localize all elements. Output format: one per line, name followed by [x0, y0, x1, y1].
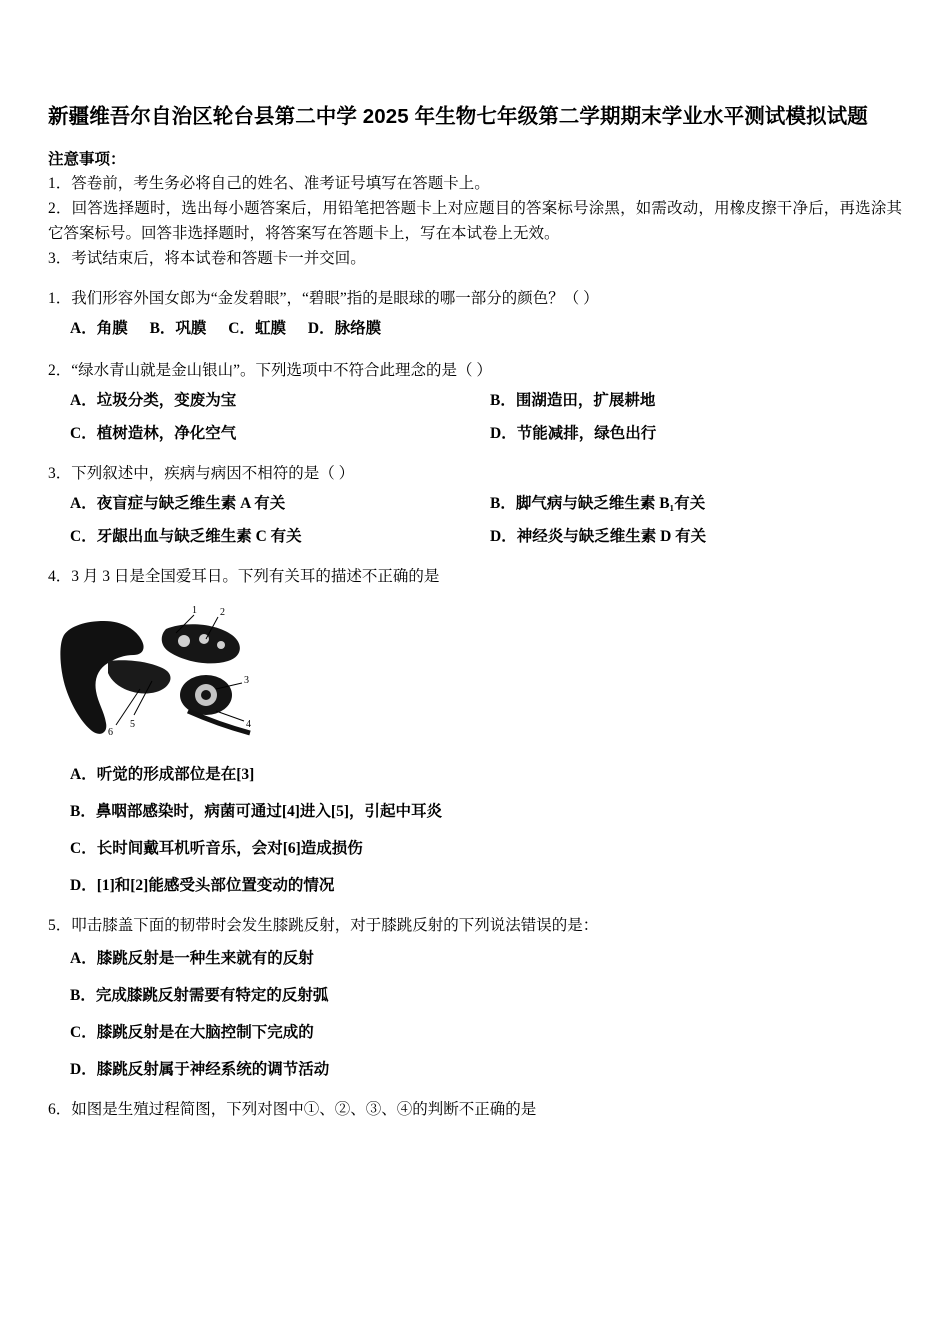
question-6 [48, 1097, 902, 1122]
svg-text:3: 3 [244, 675, 249, 687]
question-5-option-b[interactable]: B．完成膝跳反射需要有特定的反射弧 [70, 986, 329, 1004]
svg-text:4: 4 [246, 719, 251, 731]
question-4-number: 4． [48, 568, 72, 586]
svg-text:6: 6 [108, 727, 113, 739]
question-6-number: 6． [48, 1100, 72, 1118]
ear-anatomy-diagram [56, 599, 256, 749]
question-4-option-d[interactable]: D．[1]和[2]能感受头部位置变动的情况 [70, 877, 335, 895]
svg-text:2: 2 [220, 607, 225, 619]
question-2-number: 2． [48, 361, 72, 379]
question-1-option-b[interactable]: B．巩膜 [149, 319, 207, 337]
question-6-stem [48, 1097, 902, 1122]
question-4-option-c[interactable]: C．长时间戴耳机听音乐，会对[6]造成损伤 [70, 840, 363, 858]
question-3 [48, 461, 902, 549]
notice-line-2: 2．回答选择题时，选出每小题答案后，用铅笔把答题卡上对应题目的答案标号涂黑，如需改动，用橡皮擦干净后，再选涂其它答案标号。回答非选择题时，将答案写在答题卡上，写在本试卷上无效。 [48, 200, 902, 242]
question-4-option-b[interactable]: B．鼻咽部感染时，病菌可通过[4]进入[5]，引起中耳炎 [70, 803, 442, 821]
question-3-stem [48, 461, 902, 486]
svg-text:5: 5 [130, 719, 135, 731]
question-6-text: 如图是生殖过程简图，下列对图中①、②、③、④的判断不正确的是 [71, 1100, 537, 1118]
question-1 [48, 286, 902, 343]
question-5-option-a[interactable]: A．膝跳反射是一种生来就有的反射 [70, 949, 314, 967]
question-4 [48, 564, 902, 898]
question-1-number: 1． [48, 290, 72, 308]
svg-text:1: 1 [192, 605, 197, 617]
question-2-stem [48, 358, 902, 383]
question-4-options [48, 763, 902, 898]
page-title: 新疆维吾尔自治区轮台县第二中学 2025 年生物七年级第二学期期末学业水平测试模拟试题 [48, 105, 868, 128]
question-1-text: 我们形容外国女郎为“金发碧眼”，“碧眼”指的是眼球的哪一部分的颜色？（ ） [71, 290, 599, 308]
question-5-option-c[interactable]: C．膝跳反射是在大脑控制下完成的 [70, 1023, 314, 1041]
question-4-stem [48, 564, 902, 589]
question-5-text: 叩击膝盖下面的韧带时会发生膝跳反射，对于膝跳反射的下列说法错误的是： [71, 917, 599, 935]
question-3-text: 下列叙述中，疾病与病因不相符的是（ ） [71, 465, 355, 483]
question-3-option-c[interactable]: C．牙龈出血与缺乏维生素 C 有关 [70, 528, 302, 546]
question-2-option-b[interactable]: B．围湖造田，扩展耕地 [490, 392, 656, 410]
question-1-option-a[interactable]: A．角膜 [70, 319, 128, 337]
question-5-options [48, 947, 902, 1082]
question-2-text: “绿水青山就是金山银山”。下列选项中不符合此理念的是（ ） [71, 361, 492, 379]
question-1-option-c[interactable]: C．虹膜 [228, 319, 286, 337]
question-1-stem [48, 286, 902, 311]
notice-heading: 注意事项： [48, 151, 126, 169]
question-1-options [48, 314, 902, 343]
question-4-text: 3 月 3 日是全国爱耳日。下列有关耳的描述不正确的是 [71, 568, 440, 586]
question-3-option-d[interactable]: D．神经炎与缺乏维生素 D 有关 [490, 528, 707, 546]
notice-line-1: 1．答卷前，考生务必将自己的姓名、准考证号填写在答题卡上。 [48, 175, 490, 193]
question-2-option-a[interactable]: A．垃圾分类，变废为宝 [70, 392, 237, 410]
ear-anatomy-figure [56, 599, 902, 749]
question-5-stem [48, 913, 902, 938]
question-2-option-c[interactable]: C．植树造林，净化空气 [70, 425, 237, 443]
question-3-option-a[interactable]: A．夜盲症与缺乏维生素 A 有关 [70, 495, 286, 513]
question-2-options [48, 389, 902, 446]
question-5-number: 5． [48, 917, 72, 935]
notice-line-3: 3．考试结束后，将本试卷和答题卡一并交回。 [48, 249, 366, 267]
question-2-option-d[interactable]: D．节能减排，绿色出行 [490, 425, 657, 443]
question-5 [48, 913, 902, 1081]
question-4-option-a[interactable]: A．听觉的形成部位是在[3] [70, 766, 255, 784]
question-3-option-b[interactable]: B．脚气病与缺乏维生素 B₁有关 [490, 495, 706, 513]
question-3-number: 3． [48, 465, 72, 483]
question-5-option-d[interactable]: D．膝跳反射属于神经系统的调节活动 [70, 1060, 330, 1078]
question-2 [48, 358, 902, 446]
question-3-options [48, 492, 902, 549]
question-1-option-d[interactable]: D．脉络膜 [307, 319, 382, 337]
